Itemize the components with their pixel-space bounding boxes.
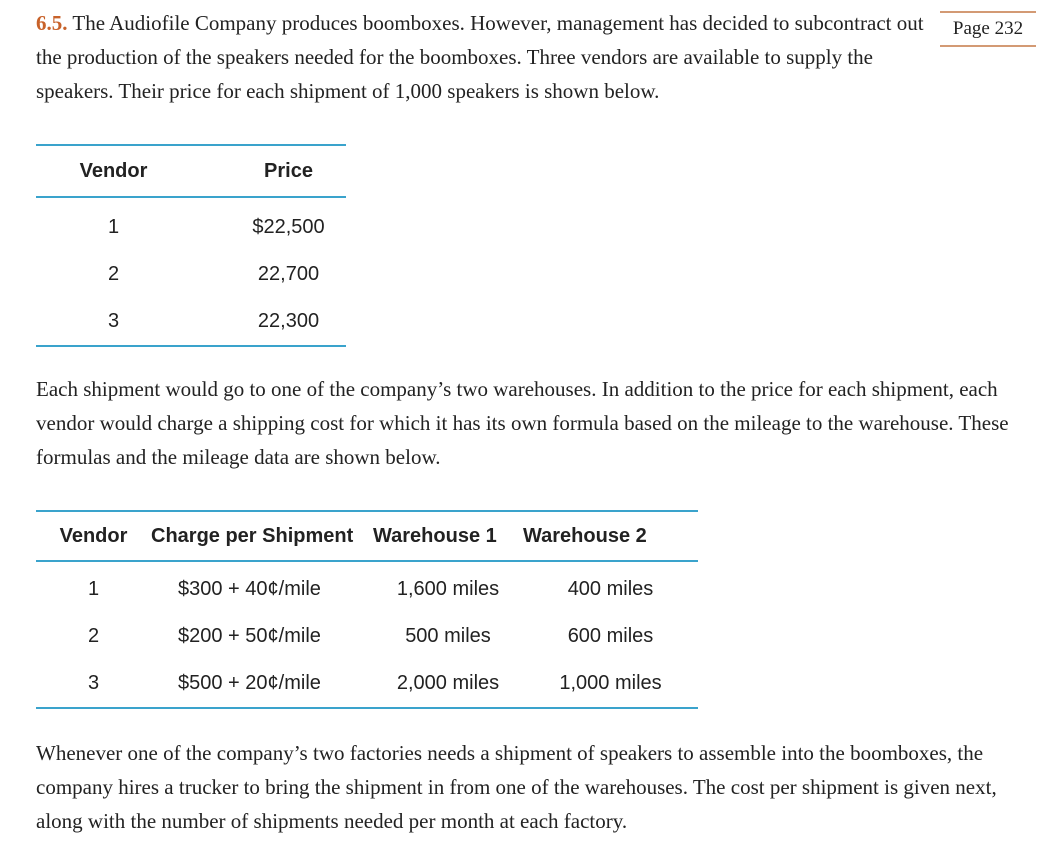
problem-intro-paragraph <box>36 6 926 108</box>
table-row <box>36 298 346 346</box>
warehouse-2-cell: 400 miles <box>567 578 654 600</box>
problem-number: 6.5. <box>36 11 68 35</box>
vendor-cell: 1 <box>88 578 100 600</box>
charge-cell: $500 + 20¢/mile <box>178 672 321 694</box>
column-header-warehouse-1: Warehouse 1 <box>373 524 497 547</box>
warehouse-2-cell: 600 miles <box>567 625 654 647</box>
vendor-cell: 1 <box>107 216 120 238</box>
table-row <box>36 561 698 613</box>
warehouse-1-cell: 2,000 miles <box>396 672 500 694</box>
problem-intro-text: The Audiofile Company produces boomboxes. However, management has decided to subcontract out the production of the speakers needed for the boomboxes. Three vendors are available to supply the speakers. Their price for each shipment of 1,000 speakers is shown below. <box>36 11 924 103</box>
shipping-cost-table <box>36 510 698 709</box>
column-header-price: Price <box>264 159 313 182</box>
shipping-intro-paragraph: Each shipment would go to one of the company’s two warehouses. In addition to the price for each shipment, each vendor would charge a shipping cost for which it has its own formula based on the mileage to the warehouse. These formulas and the mileage data are shown below. <box>36 377 1009 469</box>
warehouse-2-cell: 1,000 miles <box>559 672 662 694</box>
vendor-cell: 2 <box>107 263 120 285</box>
table-row <box>36 251 346 298</box>
price-cell: $22,500 <box>252 216 325 238</box>
table-row <box>36 613 698 660</box>
price-cell: 22,300 <box>257 310 320 332</box>
table-row <box>36 660 698 708</box>
vendor-cell: 3 <box>107 310 120 332</box>
warehouse-1-cell: 500 miles <box>405 625 491 647</box>
column-header-vendor: Vendor <box>79 159 148 182</box>
vendor-price-table <box>36 144 346 347</box>
charge-cell: $200 + 50¢/mile <box>178 625 321 647</box>
column-header-charge: Charge per Shipment <box>151 524 354 547</box>
warehouse-1-cell: 1,600 miles <box>396 578 500 600</box>
charge-cell: $300 + 40¢/mile <box>178 578 321 600</box>
factory-intro-paragraph: Whenever one of the company’s two factories needs a shipment of speakers to assemble into the boomboxes, the company hires a trucker to bring the shipment in from one of the warehouses. The cost per shipment is given next, along with the number of shipments needed per month at each factory. <box>36 741 997 833</box>
vendor-cell: 3 <box>88 672 100 694</box>
vendor-cell: 2 <box>88 625 100 647</box>
table-row <box>36 197 346 251</box>
table-header-row <box>36 145 346 197</box>
table-header-row <box>36 511 698 561</box>
page-number-label: Page 232 <box>940 11 1036 47</box>
price-cell: 22,700 <box>257 263 320 285</box>
column-header-vendor: Vendor <box>59 524 128 547</box>
column-header-warehouse-2: Warehouse 2 <box>523 524 647 547</box>
